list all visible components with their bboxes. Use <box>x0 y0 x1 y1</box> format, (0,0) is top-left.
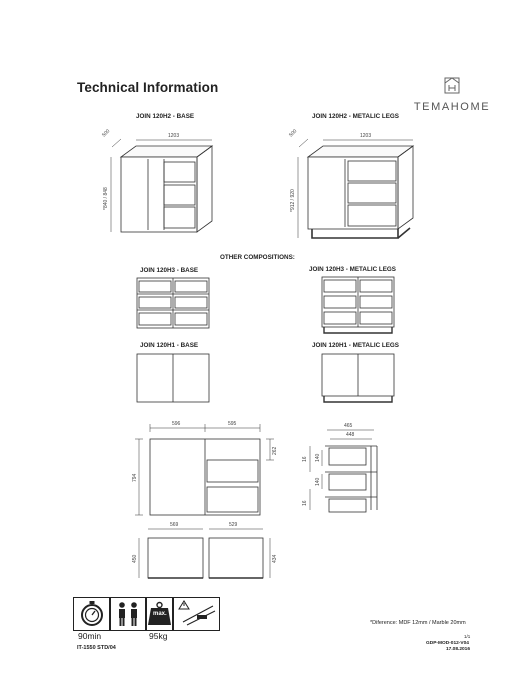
doc-date: 17.08.2016 <box>446 647 471 652</box>
two-persons-icon <box>110 598 146 630</box>
dim-width-base: 1203 <box>168 133 180 139</box>
dim-side-d: 16 <box>302 500 308 506</box>
front-elevation-drawing <box>135 424 274 515</box>
door-views-drawing <box>139 529 270 578</box>
max-label: max. <box>153 611 167 617</box>
wall-fixing-box <box>172 597 220 631</box>
left-doc-code: IT-1550 STD/04 <box>77 645 116 651</box>
label-h2-base: JOIN 120H2 - BASE <box>136 113 195 120</box>
page-number: 1/1 <box>464 634 471 639</box>
max-weight-box <box>145 597 174 631</box>
material-note: *Diference: MDF 12mm / Marble 20mm <box>370 620 466 626</box>
stopwatch-icon <box>74 598 110 630</box>
dim-side-a: 16 <box>302 456 308 462</box>
weight-text: 95kg <box>149 631 168 641</box>
label-h3-metal: JOIN 120H3 - METALIC LEGS <box>309 266 397 273</box>
dim-depth-base: 500 <box>101 128 112 139</box>
page-title: Technical Information <box>77 80 219 95</box>
dim-door-h-l: 450 <box>132 554 138 563</box>
dim-door-r: 529 <box>229 522 238 528</box>
dim-w-right: 595 <box>228 421 237 427</box>
h2-metal-drawing <box>298 139 413 238</box>
dim-h-drawer: 262 <box>272 446 278 455</box>
label-h1-metal: JOIN 120H1 - METALIC LEGS <box>312 342 400 349</box>
assembly-time-text: 90min <box>78 631 102 641</box>
dim-door-l: 569 <box>170 522 179 528</box>
two-persons-box <box>109 597 147 631</box>
side-section-drawing <box>310 430 377 512</box>
dim-height-metal: *912 / 920 <box>290 189 296 212</box>
dim-height-base: *840 / 848 <box>103 187 109 210</box>
dim-shelf-inner: 448 <box>346 432 355 438</box>
h1-base-drawing <box>137 354 209 402</box>
dim-side-b: 140 <box>315 453 321 462</box>
dim-door-h-r: 434 <box>272 554 278 563</box>
h1-metal-drawing <box>322 354 394 402</box>
h2-base-drawing <box>111 139 212 232</box>
label-h3-base: JOIN 120H3 - BASE <box>140 267 199 274</box>
assembly-time-box <box>73 597 111 631</box>
dim-depth-metal: 500 <box>288 128 299 139</box>
label-h2-metal: JOIN 120H2 - METALIC LEGS <box>312 113 400 120</box>
brand-name: TEMAHOME <box>413 101 491 113</box>
dim-h-total: 794 <box>132 473 138 482</box>
dim-side-c: 140 <box>315 477 321 486</box>
right-doc-code: GDP-MOD-012-V04 <box>426 641 469 646</box>
dim-shelf-outer: 465 <box>344 423 353 429</box>
h3-metal-drawing <box>322 277 394 333</box>
label-h1-base: JOIN 120H1 - BASE <box>140 342 199 349</box>
dim-w-left: 596 <box>172 421 181 427</box>
dim-width-metal: 1203 <box>360 133 372 139</box>
other-compositions-heading: OTHER COMPOSITIONS: <box>220 254 295 261</box>
wall-fixing-icon <box>173 598 219 630</box>
h3-base-drawing <box>137 278 209 328</box>
